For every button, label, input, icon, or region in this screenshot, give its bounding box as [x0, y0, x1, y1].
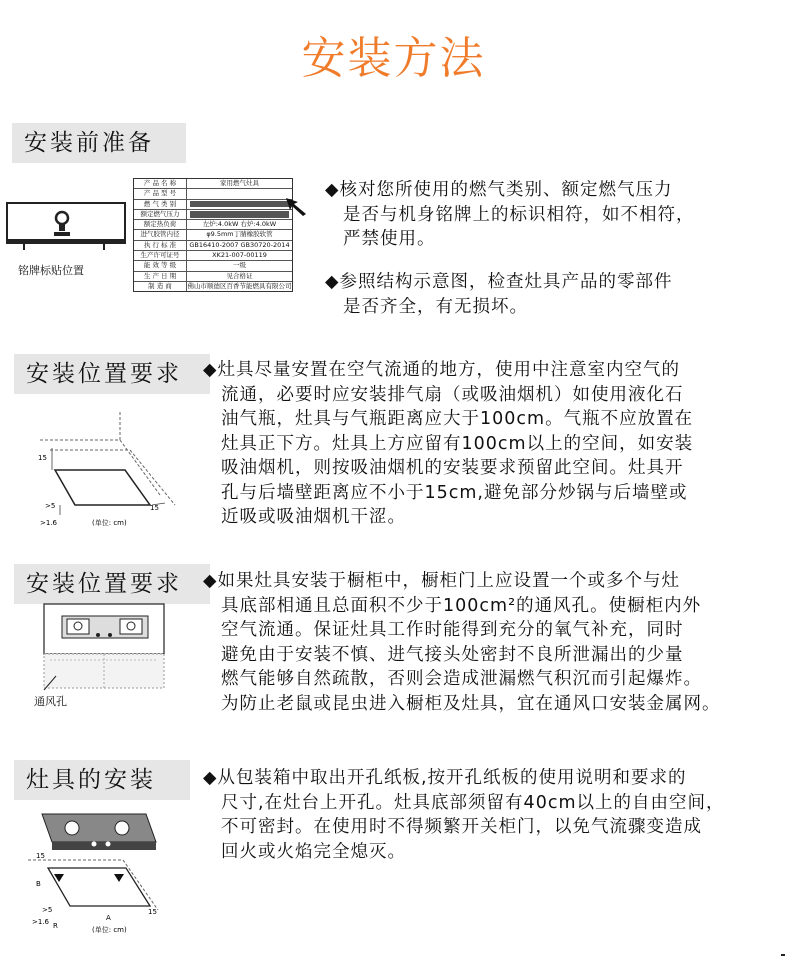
corner-mark	[781, 954, 785, 956]
nameplate-key: 额定燃气压力	[134, 210, 187, 219]
dim-label: >5	[42, 906, 53, 914]
section-heading-prep: 安装前准备	[12, 123, 186, 163]
nameplate-key: 制 造 商	[134, 282, 187, 291]
dim-label: >1.6	[40, 519, 57, 527]
nameplate-key: 执 行 标 准	[134, 241, 187, 250]
text-line: 流通，必要时应安装排气扇（或吸油烟机）如使用液化石	[221, 384, 684, 405]
nameplate-table	[133, 178, 293, 292]
text-line: 灶具正下方。灶具上方应留有100cm以上的空间，如安装	[221, 433, 694, 454]
text-line: 尺寸,在灶台上开孔。灶具底部须留有40cm以上的自由空间，	[221, 792, 725, 813]
prep-bullet-2	[325, 270, 672, 319]
dim-label: 15	[150, 504, 159, 512]
prep-bullet-1	[325, 178, 695, 252]
nameplate-position-caption: 铭牌标贴位置	[18, 264, 84, 277]
nameplate-key: 生 产 日 期	[134, 272, 187, 281]
nameplate-row	[134, 189, 292, 199]
text-line: 是否与机身铭牌上的标识相符，如不相符，	[343, 204, 695, 225]
text-line: 吸油烟机，则按吸油烟机的安装要求预留此空间。灶具开	[221, 458, 684, 478]
text-line: 燃气能够自然疏散，否则会造成泄漏燃气积沉而引起爆炸。	[221, 669, 702, 689]
text-line: ◆灶具尽量安置在空气流通的地方，使用中注意室内空气的	[203, 360, 680, 380]
text-line: 严禁使用。	[343, 229, 436, 249]
text-line: 孔与后墙壁距离应不小于15cm,避免部分炒锅与后墙壁或	[221, 482, 688, 503]
cabinet-illustration	[40, 602, 168, 692]
text-line: 空气流通。保证灶具工作时能得到充分的氧气补充，同时	[221, 620, 684, 640]
text-line: 避免由于安装不慎、进气接头处密封不良所泄漏出的少量	[221, 644, 684, 665]
nameplate-value-bar	[190, 211, 289, 217]
install-text	[203, 766, 725, 864]
dim-label: >5	[45, 502, 56, 510]
nameplate-value: 佛山市顺德区百香节能燃具有限公司	[187, 281, 292, 290]
dim-label: A	[106, 914, 111, 922]
text-line: 油气瓶，灶具与气瓶距离应大于100cm。气瓶不应放置在	[221, 409, 694, 429]
text-line: 具底部相通且总面积不少于100cm²的通风孔。使橱柜内外	[221, 595, 702, 616]
nameplate-key: 额定热负荷	[134, 220, 187, 229]
nameplate-row	[134, 241, 292, 251]
nameplate-key: 产 品 型 号	[134, 189, 187, 198]
nameplate-value: 见合格证	[226, 271, 253, 280]
nameplate-row	[134, 261, 292, 271]
position2-text	[203, 569, 721, 716]
nameplate-value: GB16410-2007 GB30720-2014	[189, 240, 290, 249]
nameplate-key: 能 效 等 级	[134, 261, 187, 270]
text-line: ◆参照结构示意图，检查灶具产品的零部件	[325, 272, 673, 292]
text-line: ◆如果灶具安装于橱柜中，橱柜门上应设置一个或多个与灶	[203, 571, 680, 591]
section-heading-install: 灶具的安装	[14, 760, 190, 800]
pointer-arrow-icon	[282, 194, 310, 218]
nameplate-row	[134, 272, 292, 282]
nameplate-value-bar	[190, 201, 289, 207]
unit-label: (单位: cm)	[92, 519, 127, 527]
nameplate-value: 一级	[233, 261, 246, 270]
nameplate-row	[134, 200, 292, 210]
nameplate-value: 家用燃气灶具	[220, 179, 259, 187]
nameplate-row	[134, 230, 292, 240]
nameplate-row	[134, 282, 292, 291]
nameplate-value: XK21-007-00119	[212, 251, 267, 260]
stove-front-illustration	[4, 198, 134, 260]
nameplate-key: 进气胶管内径	[134, 230, 187, 239]
text-line: 是否齐全，有无损坏。	[343, 296, 528, 317]
text-line: 近吸或吸油烟机干涩。	[221, 507, 406, 527]
nameplate-key: 生产许可证号	[134, 251, 187, 260]
text-line: 为防止老鼠或昆虫进入橱柜及灶具，宜在通风口安装金属网。	[221, 693, 721, 714]
dim-label: B	[36, 880, 41, 888]
text-line: ◆从包装箱中取出开孔纸板,按开孔纸板的使用说明和要求的	[203, 768, 687, 788]
nameplate-key: 燃 气 类 别	[134, 200, 187, 209]
page-title: 安装方法	[301, 33, 486, 84]
position1-text	[203, 358, 693, 530]
nameplate-row	[134, 179, 292, 189]
unit-label: (单位: cm)	[92, 926, 127, 934]
cutout-install-diagram	[28, 806, 188, 936]
nameplate-row	[134, 210, 292, 220]
clearance-diagram	[30, 410, 200, 540]
nameplate-row	[134, 251, 292, 261]
dim-label: >1.6	[32, 918, 49, 926]
section-heading-position-2: 安装位置要求	[14, 564, 210, 604]
nameplate-row	[134, 220, 292, 230]
text-line: 回火或火焰完全熄灭。	[221, 841, 406, 862]
dim-label: R	[53, 922, 58, 930]
nameplate-value: 左炉:4.0kW 右炉:4.0kW	[202, 220, 277, 229]
dim-label: 15	[148, 908, 157, 916]
nameplate-key: 产 品 名 称	[134, 179, 187, 188]
dim-label: 15	[36, 852, 45, 860]
vent-hole-caption: 通风孔	[34, 695, 67, 708]
nameplate-value: φ9.5mm丁腈橡胶软管	[206, 230, 273, 239]
text-line: ◆核对您所使用的燃气类别、额定燃气压力	[325, 180, 673, 200]
text-line: 不可密封。在使用时不得频繁开关柜门，以免气流骤变造成	[221, 817, 702, 837]
dim-label: 15	[38, 454, 47, 462]
nameplate-value	[187, 189, 292, 198]
section-heading-position-1: 安装位置要求	[14, 354, 210, 394]
